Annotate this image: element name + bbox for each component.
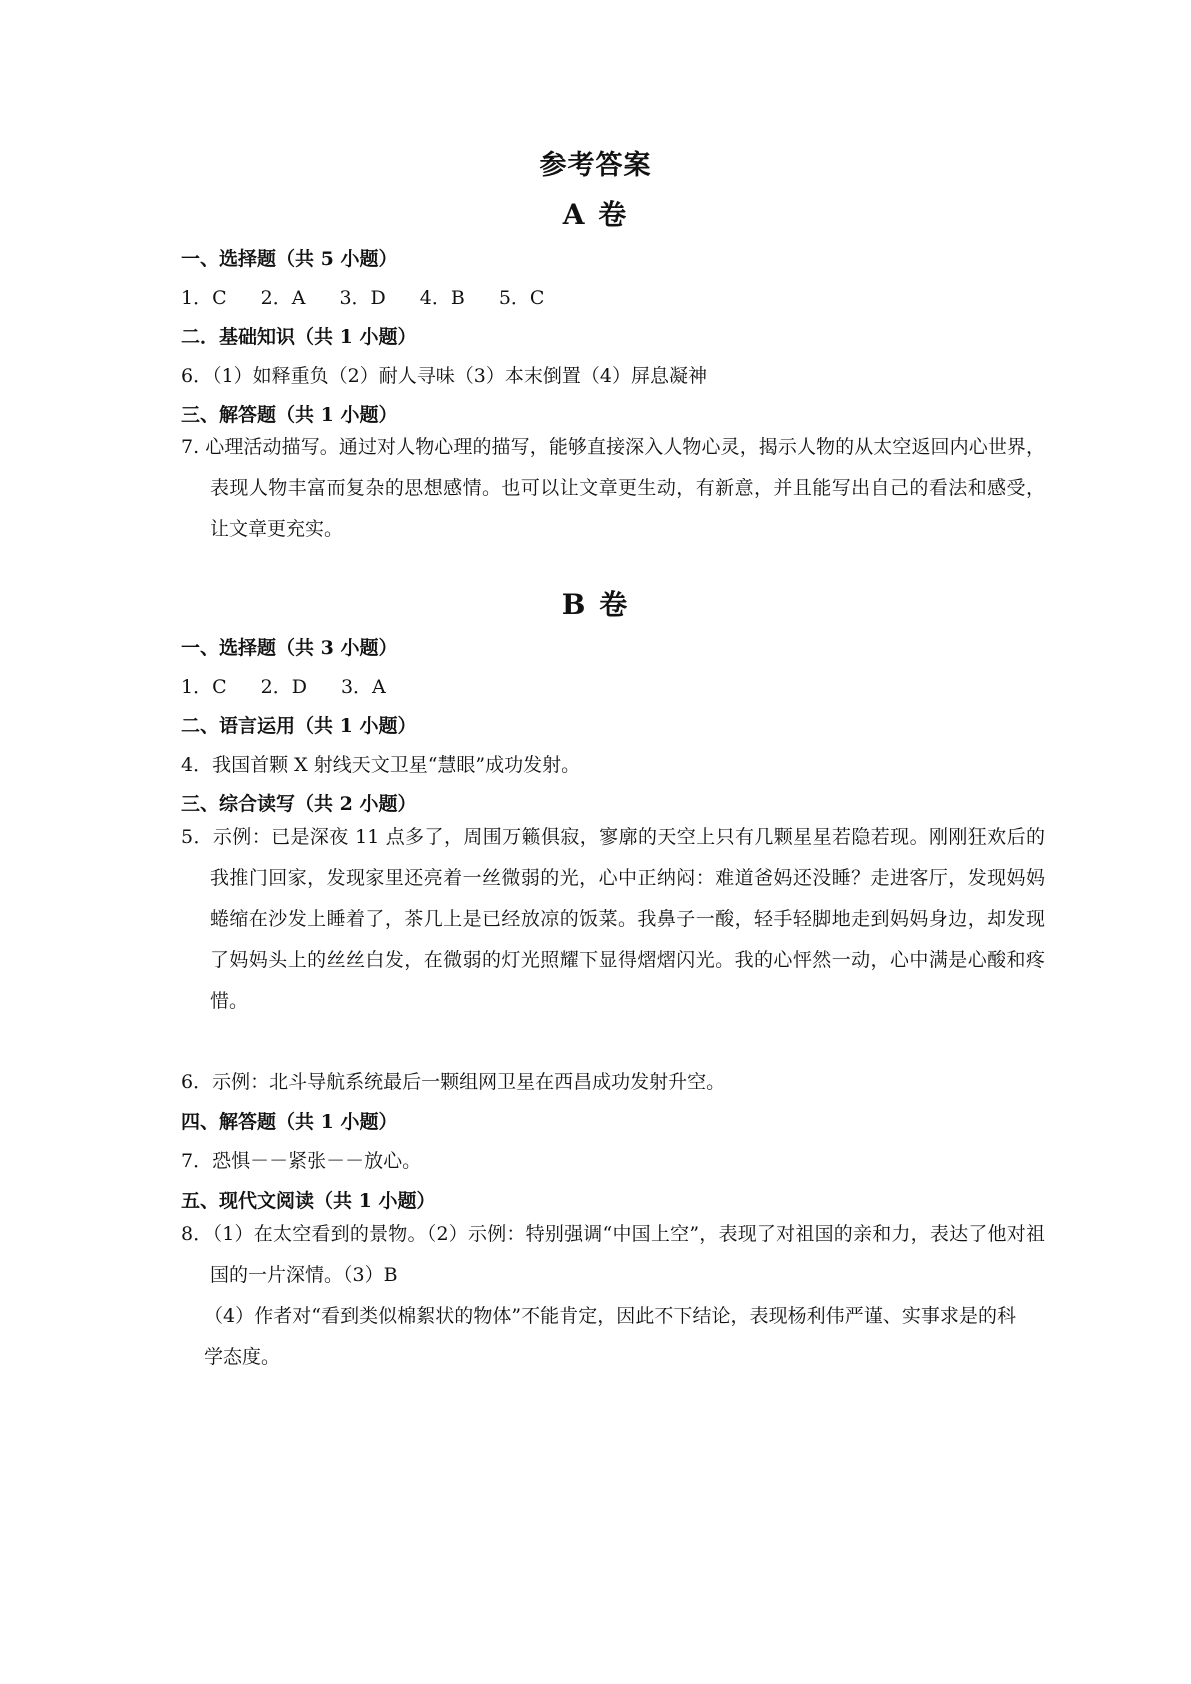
part-b-answer-6: 6．示例：北斗导航系统最后一颗组网卫星在西昌成功发射升空。 bbox=[181, 1071, 726, 1093]
part-b-answer-7: 7．恐惧－－紧张－－放心。 bbox=[181, 1150, 422, 1172]
part-a-heading: A 卷 bbox=[562, 198, 629, 231]
answer-item: 1．C bbox=[181, 287, 227, 309]
part-b-answer-4: 4．我国首颗 X 射线天文卫星“慧眼”成功发射。 bbox=[181, 754, 581, 776]
answer-item: 2．D bbox=[260, 676, 307, 698]
part-a-section-1-heading: 一、选择题（共 5 小题） bbox=[181, 248, 398, 270]
answer-item: 1．C bbox=[181, 676, 227, 698]
answer-item: 3．D bbox=[339, 287, 386, 309]
part-a-choice-answers bbox=[181, 283, 578, 310]
part-a-answer-7: 7. 心理活动描写。通过对人物心理的描写，能够直接深入人物心灵，揭示人物的从太空返回内心世界，表现人物丰富而复杂的思想感情。也可以让文章更生动，有新意，并且能写出自己的看法和感受，让文章更充实。 bbox=[181, 436, 1045, 540]
answer-item: 3．A bbox=[340, 676, 386, 698]
part-b-heading: B 卷 bbox=[561, 588, 630, 621]
answer-item: 4．B bbox=[419, 287, 465, 309]
page-title: 参考答案 bbox=[539, 150, 652, 181]
part-a-answer-6: 6．（1）如释重负（2）耐人寻味（3）本末倒置（4）屏息凝神 bbox=[181, 365, 707, 387]
part-b-answer-8-part-4: （4）作者对“看到类似棉絮状的物体”不能肯定，因此不下结论，表现杨利伟严谨、实事求是的科学态度。 bbox=[204, 1305, 1016, 1368]
part-b-choice-answers bbox=[181, 672, 420, 699]
answer-item: 5．C bbox=[498, 287, 545, 309]
part-b-section-2-heading: 二、语言运用（共 1 小题） bbox=[181, 715, 417, 737]
part-a-section-2-heading: 二．基础知识（共 1 小题） bbox=[181, 326, 417, 348]
part-b-answer-5: 5．示例：已是深夜 11 点多了，周围万籁俱寂，寥廓的天空上只有几颗星星若隐若现。刚刚狂欢后的我推门回家，发现家里还亮着一丝微弱的光，心中正纳闷：难道爸妈还没睡？走进客厅，发现妈妈蜷缩在沙发上睡着了，茶几上是已经放凉的饭菜。我鼻子一酸，轻手轻脚地走到妈妈身边，却发现了妈妈头上的丝丝白发，在微弱的灯光照耀下显得熠熠闪光。我的心怦然一动，心中满是心酸和疼惜。 bbox=[181, 826, 1045, 1012]
answer-item: 2．A bbox=[260, 287, 306, 309]
part-b-section-3-heading: 三、综合读写（共 2 小题） bbox=[181, 793, 417, 815]
part-b-section-4-heading: 四、解答题（共 1 小题） bbox=[181, 1111, 398, 1133]
part-b-answer-8: 8．（1）在太空看到的景物。（2）示例：特别强调“中国上空”，表现了对祖国的亲和力，表达了他对祖国的一片深情。（3）B bbox=[181, 1223, 1045, 1286]
part-a-section-3-heading: 三、解答题（共 1 小题） bbox=[181, 404, 398, 426]
part-b-section-5-heading: 五、现代文阅读（共 1 小题） bbox=[181, 1190, 436, 1212]
part-b-section-1-heading: 一、选择题（共 3 小题） bbox=[181, 637, 398, 659]
